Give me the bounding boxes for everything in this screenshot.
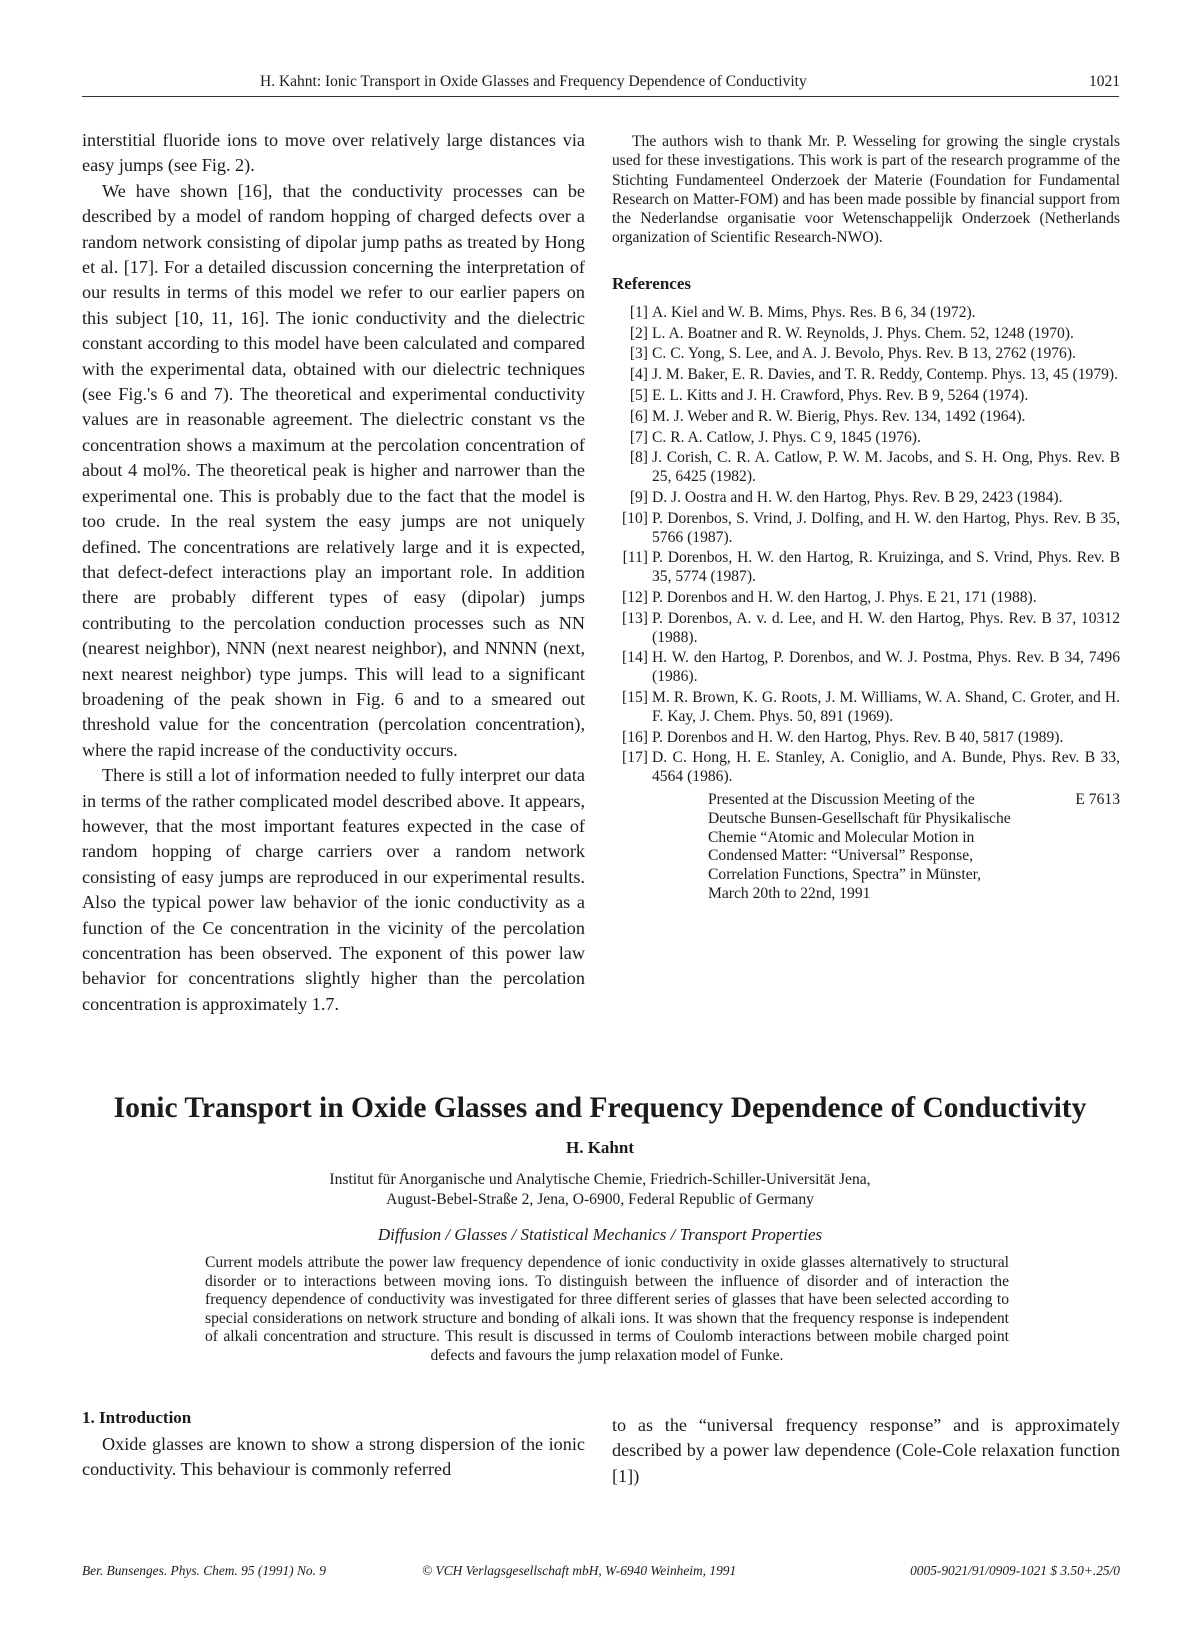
presented-text: Presented at the Discussion Meeting of the Deutsche Bunsen-Gesellschaft für Physikalische Chemie “Atomic and Molecular Motion in Condensed Matter: “Universal” Response, Correlation Functions, Spectra” in Münster, March 20th to 22nd, 1991 — [708, 790, 1011, 902]
reference-text: P. Dorenbos and H. W. den Hartog, J. Phys. E 21, 171 (1988). — [652, 588, 1037, 606]
reference-number: [4] — [629, 366, 648, 384]
reference-text: P. Dorenbos and H. W. den Hartog, Phys. Rev. B 40, 5817 (1989). — [652, 728, 1064, 746]
reference-text: D. C. Hong, H. E. Stanley, A. Coniglio, and A. Bunde, Phys. Rev. B 33, 4564 (1986). — [652, 749, 1120, 786]
presented-note — [612, 791, 1120, 911]
reference-item — [612, 345, 1120, 364]
header-rule — [82, 96, 1119, 97]
reference-text: J. M. Baker, E. R. Davies, and T. R. Reddy, Contemp. Phys. 13, 45 (1979). — [652, 366, 1118, 384]
reference-item — [612, 510, 1120, 548]
reference-text: P. Dorenbos, A. v. d. Lee, and H. W. den Hartog, Phys. Rev. B 37, 10312 (1988). — [652, 609, 1120, 646]
reference-text: A. Kiel and W. B. Mims, Phys. Res. B 6, 34 (1972). — [652, 303, 976, 321]
reference-text: M. J. Weber and R. W. Bierig, Phys. Rev. 134, 1492 (1964). — [652, 407, 1026, 425]
left-paragraph-2: We have shown [16], that the conductivity processes can be described by a model of random hopping of charged defects over a random network consisting of dipolar jump paths as treated by Hong et al. [17]. For a detailed discussion concerning the interpretation of our results in terms of this model we refer to our earlier papers on this subject [10, 11, 16]. The ionic conductivity and the dielectric constant according to this model have been calculated and compared with the experimental data, obtained with our dielectric techniques (see Fig.'s 6 and 7). The theoretical and experimental conductivity values are in reasonable agreement. The dielectric constant vs the concentration shows a maximum at the percolation concentration of about 4 mol%. The theoretical peak is higher and narrower than the experimental one. This is probably due to the fact that the model is too crude. In the real system the easy jumps are not uniquely defined. The concentrations are relatively large and it is expected, that defect-defect interactions play an important role. In addition there are probably different types of easy (dipolar) jumps contributing to the percolation conduction processes such as NN (nearest neighbor), NNN (next nearest neighbor), and NNNN (next, next nearest neighbor) type jumps. This will lead to a significant broadening of the peak shown in Fig. 6 and to a smeared out threshold value for the concentration (percolation concentration), where the rapid increase of the conductivity occurs. — [82, 180, 585, 760]
acknowledgement: The authors wish to thank Mr. P. Wesseling for growing the single crystals used for these investigations. This work is part of the research programme of the Stichting Fundamenteel Onderzoek der Materie (Foundation for Fundamental Research on Matter-FOM) and has been made possible by financial support from the Nederlandse organisatie voor Wetenschappelijk Onderzoek (Netherlands organization of Scientific Research-NWO). — [612, 133, 1120, 247]
introduction-paragraph-right: to as the “universal frequency response” and is approximately described by a power law dependence (Cole-Cole relaxation function [1]) — [612, 1415, 1120, 1486]
reference-text: H. W. den Hartog, P. Dorenbos, and W. J. Postma, Phys. Rev. B 34, 7496 (1986). — [652, 649, 1120, 686]
reference-item — [612, 729, 1120, 748]
reference-number: [15] — [622, 688, 648, 706]
reference-text: P. Dorenbos, S. Vrind, J. Dolfing, and H. W. den Hartog, Phys. Rev. B 35, 5766 (1987). — [652, 509, 1120, 546]
footer-publisher: © VCH Verlagsgesellschaft mbH, W-6940 Weinheim, 1991 — [422, 1563, 737, 1578]
reference-number: [9] — [629, 488, 648, 506]
reference-item — [612, 449, 1120, 487]
reference-item — [612, 408, 1120, 427]
introduction-heading: 1. Introduction — [82, 1408, 192, 1427]
reference-item — [612, 589, 1120, 608]
left-paragraph-1: interstitial fluoride ions to move over relatively large distances via easy jumps (see Fig. 2). — [82, 130, 585, 176]
introduction-paragraph-left: Oxide glasses are known to show a strong dispersion of the ionic conductivity. This behaviour is commonly referred — [82, 1434, 585, 1480]
left-column — [82, 128, 585, 1017]
running-head-title: H. Kahnt: Ionic Transport in Oxide Glasses and Frequency Dependence of Conductivity — [260, 73, 807, 90]
reference-number: [8] — [629, 449, 648, 467]
reference-number: [6] — [629, 407, 648, 425]
reference-text: C. R. A. Catlow, J. Phys. C 9, 1845 (1976). — [652, 428, 921, 446]
article-author: H. Kahnt — [565, 1138, 635, 1157]
references-heading: References — [612, 273, 691, 293]
affiliation-line-2: August-Bebel-Straße 2, Jena, O-6900, Federal Republic of Germany — [386, 1191, 814, 1208]
reference-text: M. R. Brown, K. G. Roots, J. M. Williams, W. A. Shand, C. Groter, and H. F. Kay, J. Chem. Phys. 50, 891 (1969). — [652, 688, 1120, 725]
reference-number: [7] — [629, 428, 648, 446]
reference-text: C. C. Yong, S. Lee, and A. J. Bevolo, Phys. Rev. B 13, 2762 (1976). — [652, 345, 1076, 363]
reference-item — [612, 749, 1120, 787]
reference-text: P. Dorenbos, H. W. den Hartog, R. Kruizinga, and S. Vrind, Phys. Rev. B 35, 5774 (1987). — [652, 549, 1120, 586]
reference-number: [16] — [622, 728, 648, 746]
reference-text: E. L. Kitts and J. H. Crawford, Phys. Rev. B 9, 5264 (1974). — [652, 386, 1029, 404]
reference-number: [17] — [622, 749, 648, 767]
reference-list — [612, 304, 1120, 787]
right-column — [612, 132, 1120, 911]
reference-number: [5] — [629, 386, 648, 404]
reference-number: [3] — [629, 345, 648, 363]
reference-number: [2] — [629, 324, 648, 342]
reference-number: [13] — [622, 609, 648, 627]
reference-number: [10] — [622, 509, 648, 527]
reference-item — [612, 304, 1120, 323]
reference-item — [612, 366, 1120, 385]
introduction-left — [82, 1408, 585, 1483]
reference-item — [612, 649, 1120, 687]
reference-number: [12] — [622, 588, 648, 606]
reference-text: D. J. Oostra and H. W. den Hartog, Phys. Rev. B 29, 2423 (1984). — [652, 488, 1063, 506]
footer-code: 0005-9021/91/0909-1021 $ 3.50+.25/0 — [910, 1563, 1120, 1578]
reference-number: [14] — [622, 649, 648, 667]
reference-item — [612, 610, 1120, 648]
affiliation-line-1: Institut für Anorganische und Analytische Chemie, Friedrich-Schiller-Universität Jena, — [329, 1171, 871, 1188]
reference-text: L. A. Boatner and R. W. Reynolds, J. Phys. Chem. 52, 1248 (1970). — [652, 324, 1074, 342]
reference-item — [612, 429, 1120, 448]
abstract: Current models attribute the power law frequency dependence of ionic conductivity in oxide glasses alternatively to structural disorder or to interactions between moving ions. To distinguish between the influence of disorder and of interaction the frequency dependence of conductivity was investigated for three different series of glasses that have been selected according to special considerations on network structure and bonding of alkali ions. It was shown that the frequency response is independent of alkali concentration and structure. This result is discussed in terms of Coulomb interactions between mobile charged point defects and favours the jump relaxation model of Funke. — [205, 1254, 1009, 1364]
page-number: 1021 — [1089, 73, 1120, 90]
manuscript-code: E 7613 — [1075, 790, 1120, 808]
reference-number: [11] — [622, 549, 648, 567]
reference-item — [612, 489, 1120, 508]
reference-text: J. Corish, C. R. A. Catlow, P. W. M. Jacobs, and S. H. Ong, Phys. Rev. B 25, 6425 (1982). — [652, 449, 1120, 486]
reference-item — [612, 549, 1120, 587]
keywords: Diffusion / Glasses / Statistical Mechanics / Transport Properties — [377, 1225, 823, 1244]
article-title: Ionic Transport in Oxide Glasses and Frequency Dependence of Conductivity — [113, 1092, 1087, 1124]
reference-item — [612, 387, 1120, 406]
introduction-right — [612, 1413, 1120, 1489]
reference-number: [1] — [629, 303, 648, 321]
reference-item — [612, 689, 1120, 727]
page-footer — [82, 1563, 1120, 1583]
footer-journal: Ber. Bunsenges. Phys. Chem. 95 (1991) No. 9 — [82, 1563, 326, 1578]
reference-item — [612, 325, 1120, 344]
left-paragraph-3: There is still a lot of information needed to fully interpret our data in terms of the rather complicated model described above. It appears, however, that the most important features expected in the case of random hopping of charge carriers over a random network consisting of easy jumps are reproduced in our experimental results. Also the typical power law behavior of the ionic conductivity as a function of the Ce concentration in the vicinity of the percolation concentration has been observed. The exponent of this power law behavior for concentrations slightly higher than the percolation concentration is approximately 1.7. — [82, 765, 585, 1014]
